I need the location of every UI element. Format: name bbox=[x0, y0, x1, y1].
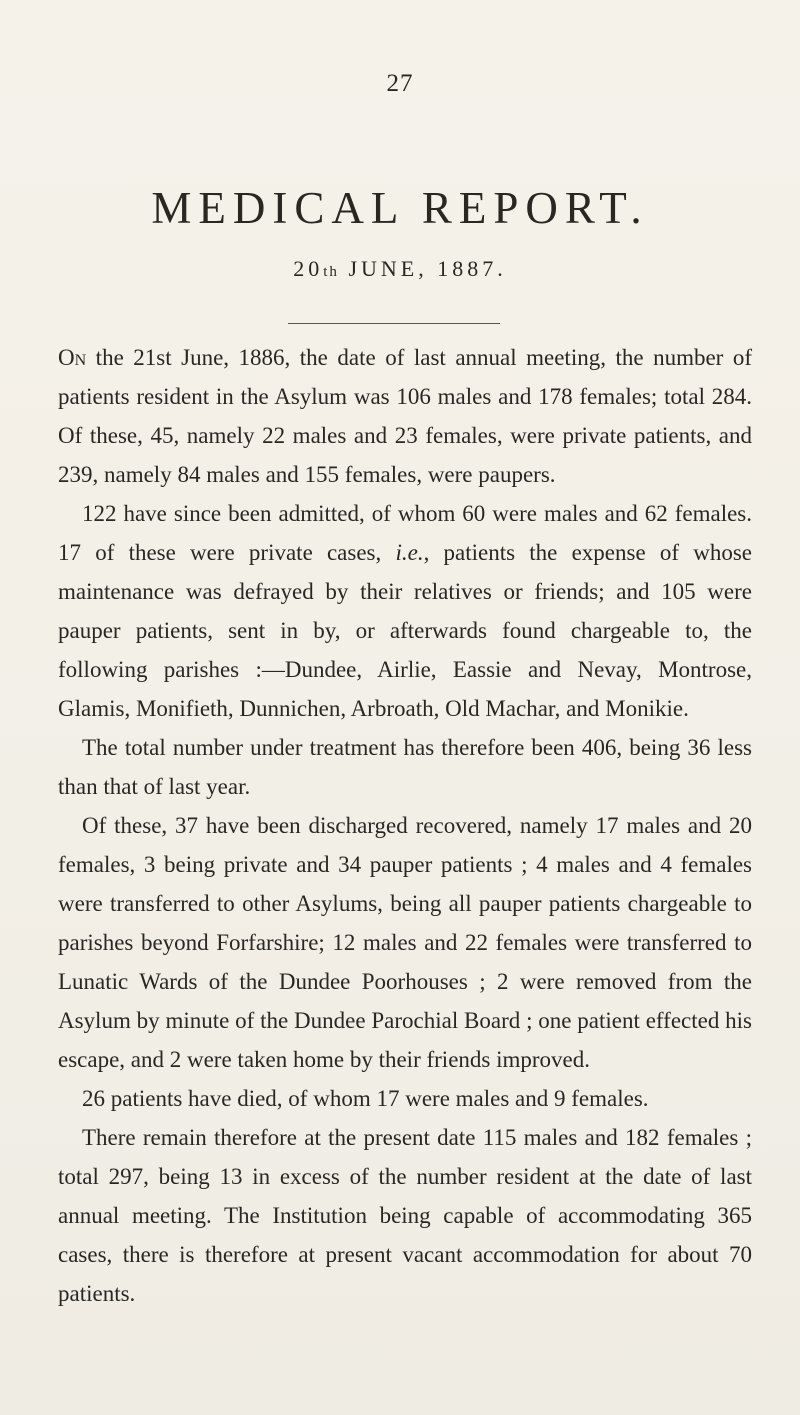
report-date-day: 20 bbox=[293, 256, 324, 281]
paragraph-6: There remain therefore at the present date 115 males and 182 females ; total 297, being 13 in excess of the number resident at the date of last annual meeting. The Institution being capable of accommodating 365 cases, there is therefore at present vacant accommodation for about 70 patients. bbox=[58, 1125, 752, 1306]
paragraph-5: 26 patients have died, of whom 17 were males and 9 females. bbox=[82, 1086, 649, 1111]
report-date-rest: JUNE, 1887. bbox=[338, 256, 507, 281]
paragraph-1 bbox=[58, 338, 752, 494]
paragraph-1-lead: On bbox=[58, 345, 87, 370]
paragraph-3: The total number under treatment has therefore been 406, being 36 less than that of last year. bbox=[58, 735, 752, 799]
paragraph-2 bbox=[58, 494, 752, 728]
paragraph-2-text-a: 122 have since been admitted, of whom 60 were males and 62 females. 17 of these were private cases, bbox=[58, 501, 752, 565]
paragraph-1-text: the 21st June, 1886, the date of last annual meeting, the number of patients resident in the Asylum was 106 males and 178 females; total 284. Of these, 45, namely 22 males and 23 females, were private patients, and 239, namely 84 males and 155 females, were paupers. bbox=[58, 345, 752, 487]
paragraph-2-text-b: , patients the expense of whose maintenance was defrayed by their relatives or friends; and 105 were pauper patients, sent in by, or afterwards found chargeable to, the following parishes :—Dundee, Airlie, Eassie and Nevay, Montrose, Glamis, Monifieth, Dunnichen, Arbroath, Old Machar, and Monikie. bbox=[58, 540, 752, 721]
divider-rule bbox=[288, 323, 500, 324]
paragraph-4: Of these, 37 have been discharged recovered, namely 17 males and 20 females, 3 being private and 34 pauper patients ; 4 males and 4 females were transferred to other Asylums, being all pauper patients chargeable to parishes beyond Forfarshire; 12 males and 22 females were transferred to Lunatic Wards of the Dundee Poorhouses ; 2 were removed from the Asylum by minute of the Dundee Parochial Board ; one patient effected his escape, and 2 were taken home by their friends improved. bbox=[58, 813, 752, 1072]
report-body bbox=[58, 338, 752, 1313]
page-number: 27 bbox=[386, 70, 414, 97]
page-title: MEDICAL REPORT. bbox=[151, 183, 649, 233]
report-date bbox=[0, 256, 800, 282]
report-date-suffix: th bbox=[323, 264, 339, 280]
paragraph-2-italic: i.e. bbox=[395, 540, 424, 565]
